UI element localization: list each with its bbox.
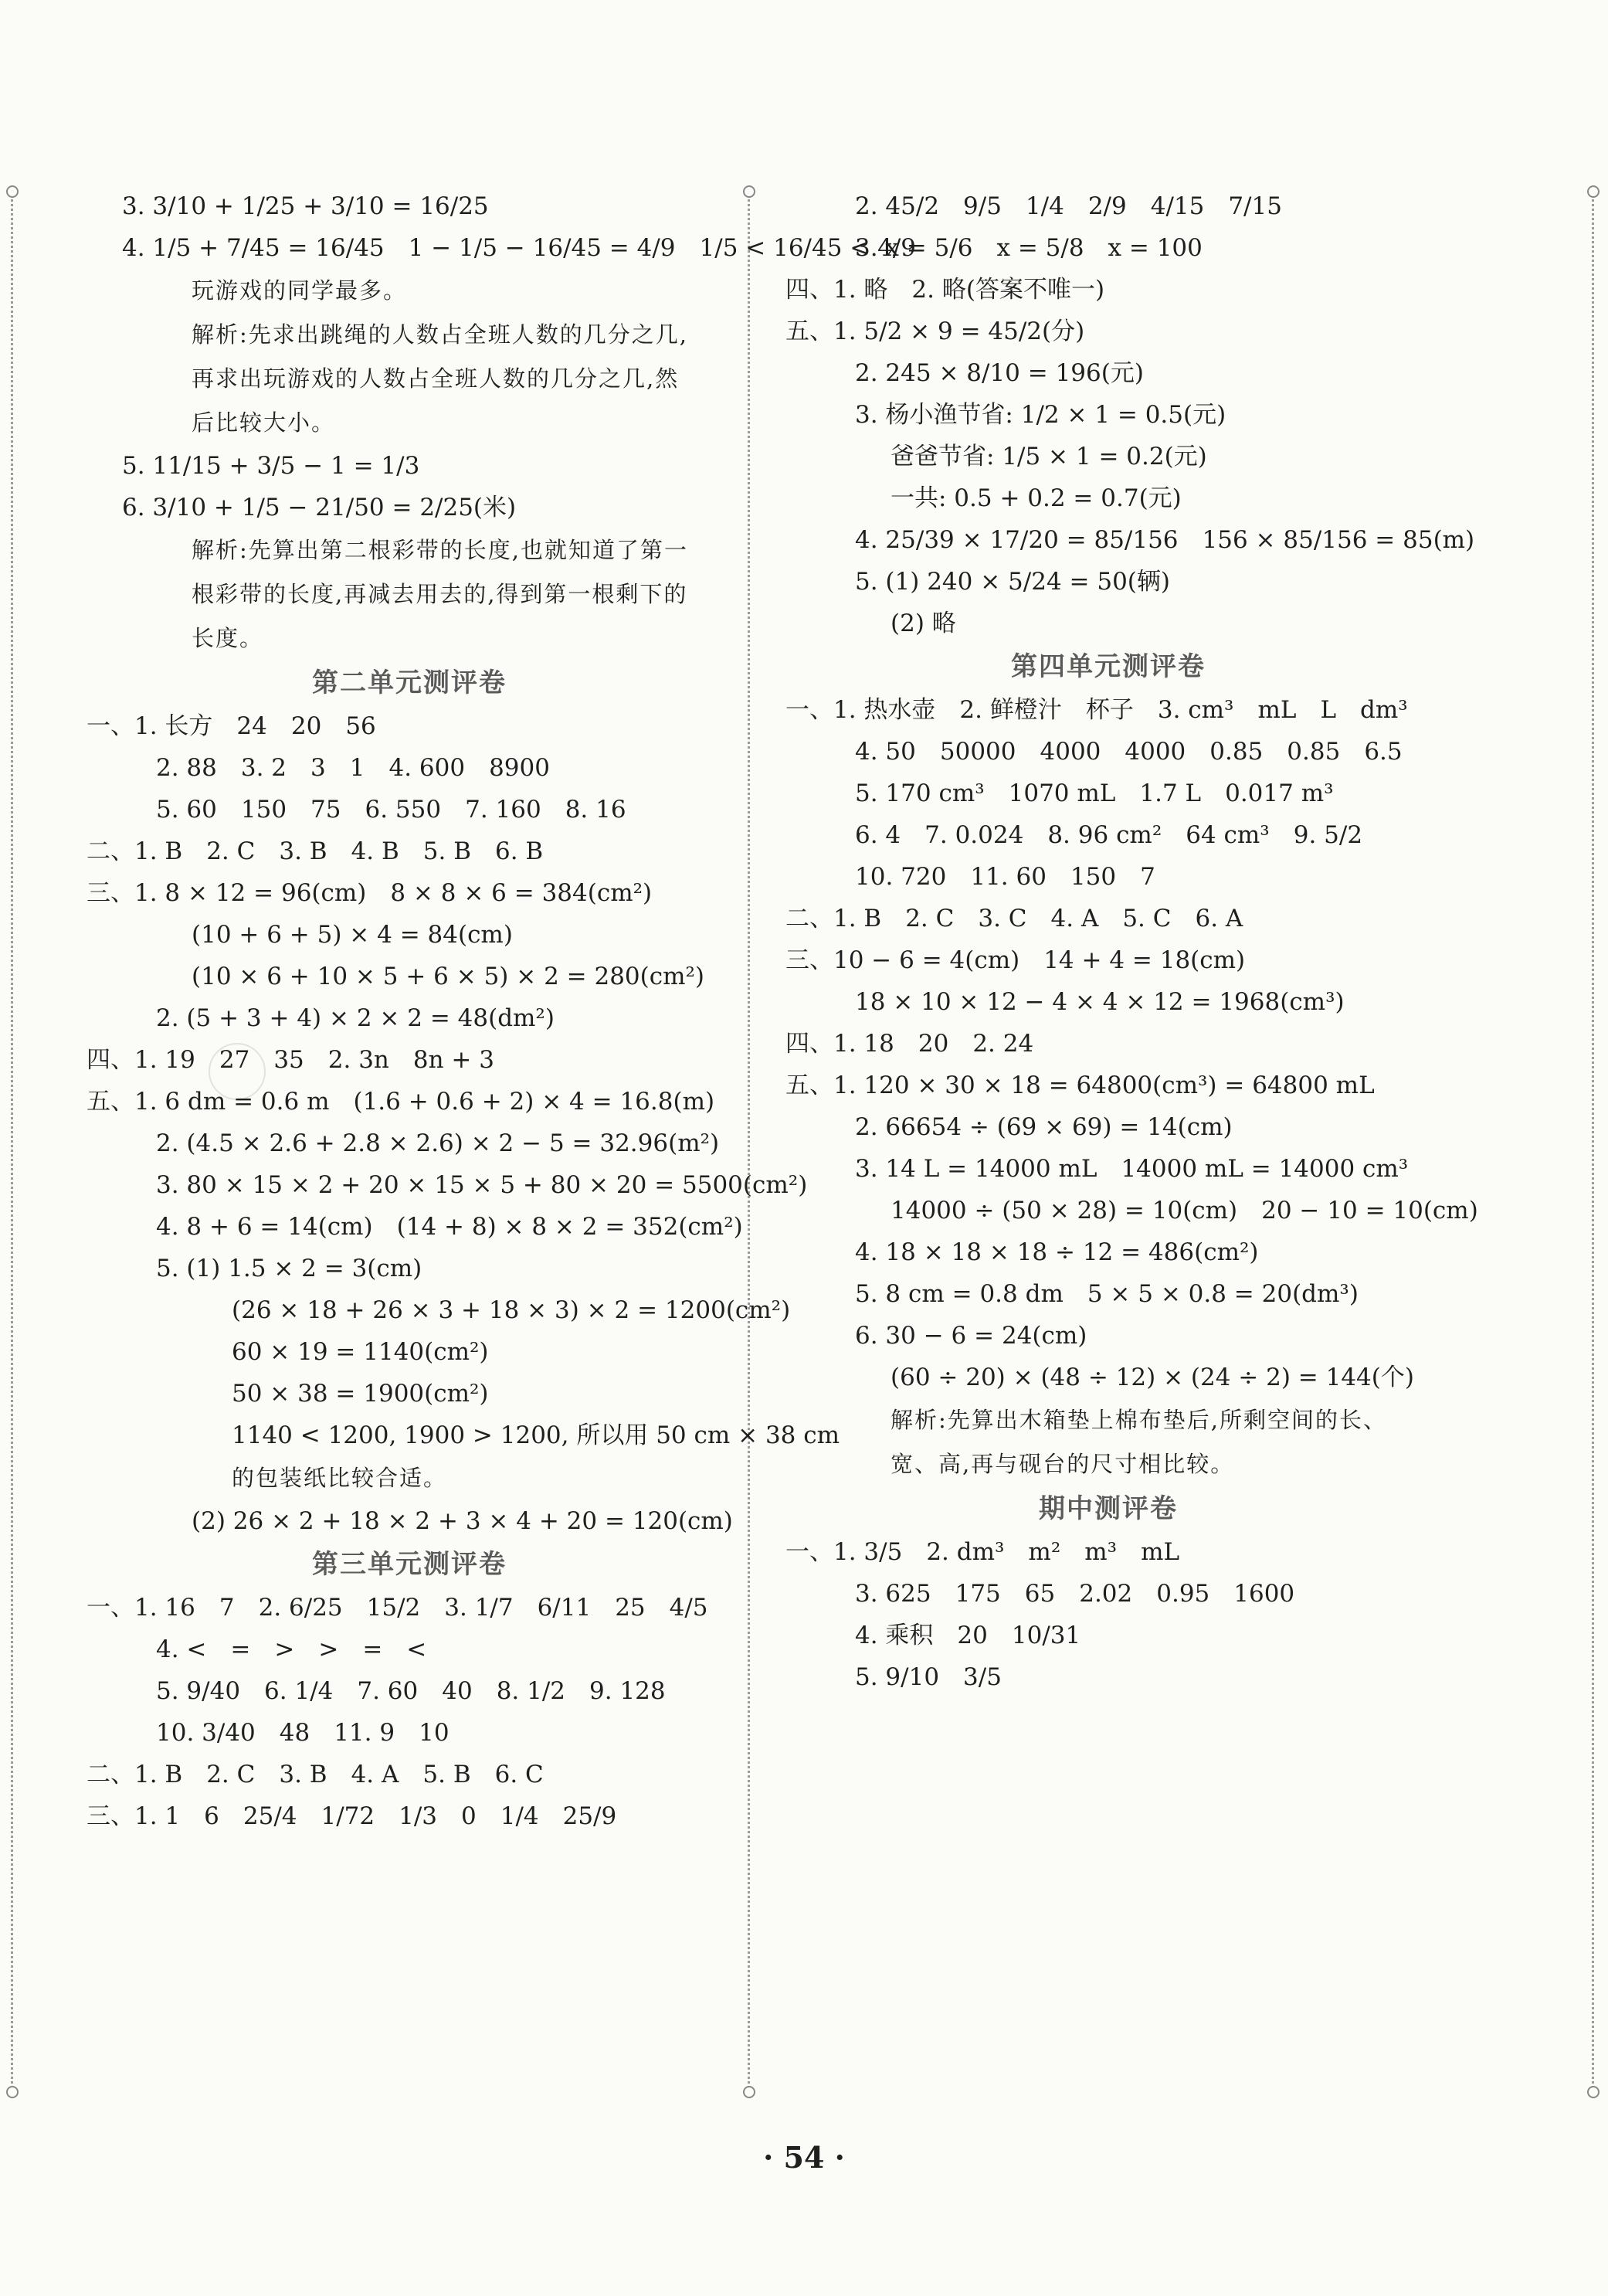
answer-line: 3. 80 × 15 × 2 + 20 × 15 × 5 + 80 × 20 = 5500(cm²) <box>156 1171 808 1199</box>
analysis-text: 再求出玩游戏的人数占全班人数的几分之几,然 <box>192 365 680 392</box>
analysis-text: 解析:先求出跳绳的人数占全班人数的几分之几, <box>192 321 688 348</box>
section-heading-unit-4: 第四单元测评卷 <box>1011 651 1206 682</box>
answer-line: 二、1. B 2. C 3. B 4. A 5. B 6. C <box>87 1761 544 1788</box>
binding-hole-icon <box>6 185 19 198</box>
answer-line: 10. 3/40 48 11. 9 10 <box>156 1719 449 1747</box>
answer-line: 一、1. 16 7 2. 6/25 15/2 3. 1/7 6/11 25 4/5 <box>87 1594 708 1622</box>
answer-line: 一、1. 3/5 2. dm³ m² m³ mL <box>785 1538 1180 1566</box>
answer-line: 三、1. 8 × 12 = 96(cm) 8 × 8 × 6 = 384(cm²) <box>87 879 653 907</box>
answer-line: 2. 45/2 9/5 1/4 2/9 4/15 7/15 <box>855 192 1282 220</box>
answer-line: 4. 8 + 6 = 14(cm) (14 + 8) × 8 × 2 = 352(cm²) <box>156 1213 743 1241</box>
analysis-text: 根彩带的长度,再减去用去的,得到第一根剩下的 <box>192 581 688 607</box>
answer-line: 四、1. 18 20 2. 24 <box>785 1030 1034 1058</box>
answer-line: 50 × 38 = 1900(cm²) <box>232 1380 489 1408</box>
answer-line: 一共: 0.5 + 0.2 = 0.7(元) <box>891 484 1182 512</box>
answer-line: (10 + 6 + 5) × 4 = 84(cm) <box>192 921 513 949</box>
answer-line: 一、1. 热水壶 2. 鲜橙汁 杯子 3. cm³ mL L dm³ <box>785 696 1408 724</box>
binding-hole-icon <box>1587 185 1600 198</box>
binding-hole-icon <box>6 2086 19 2098</box>
section-heading-unit-3: 第三单元测评卷 <box>312 1549 507 1580</box>
analysis-text: 长度。 <box>192 625 264 651</box>
analysis-text: 解析:先算出第二根彩带的长度,也就知道了第一 <box>192 537 688 563</box>
analysis-text: 宽、高,再与砚台的尺寸相比较。 <box>891 1451 1235 1477</box>
right-margin-dotted-rule <box>1592 189 1594 2097</box>
answer-line: 2. (5 + 3 + 4) × 2 × 2 = 48(dm²) <box>156 1004 555 1032</box>
answer-line: 2. 88 3. 2 3 1 4. 600 8900 <box>156 754 550 782</box>
answer-line: 二、1. B 2. C 3. B 4. B 5. B 6. B <box>87 837 544 865</box>
binding-hole-icon <box>1587 2086 1600 2098</box>
analysis-text: 后比较大小。 <box>192 409 336 436</box>
answer-line: 四、1. 19 27 35 2. 3n 8n + 3 <box>87 1046 494 1074</box>
answer-line: 四、1. 略 2. 略(答案不唯一) <box>785 276 1105 304</box>
section-heading-unit-2: 第二单元测评卷 <box>312 667 507 698</box>
answer-line: 5. 11/15 + 3/5 − 1 = 1/3 <box>122 452 420 480</box>
answer-line: 6. 4 7. 0.024 8. 96 cm² 64 cm³ 9. 5/2 <box>855 821 1363 849</box>
answer-text: 玩游戏的同学最多。 <box>192 277 408 304</box>
answer-line: 3. 14 L = 14000 mL 14000 mL = 14000 cm³ <box>855 1155 1409 1183</box>
answer-line: 一、1. 长方 24 20 56 <box>87 712 376 740</box>
answer-line: (2) 26 × 2 + 18 × 2 + 3 × 4 + 20 = 120(cm) <box>192 1507 733 1535</box>
answer-line: 三、1. 1 6 25/4 1/72 1/3 0 1/4 25/9 <box>87 1802 617 1830</box>
answer-line: (10 × 6 + 10 × 5 + 6 × 5) × 2 = 280(cm²) <box>192 963 705 990</box>
answer-line: 三、10 − 6 = 4(cm) 14 + 4 = 18(cm) <box>785 946 1246 974</box>
section-heading-midterm: 期中测评卷 <box>1039 1493 1178 1524</box>
answer-line: 3. 杨小渔节省: 1/2 × 1 = 0.5(元) <box>855 401 1226 429</box>
answer-line: 4. 50 50000 4000 4000 0.85 0.85 6.5 <box>855 738 1403 766</box>
answer-line: 14000 ÷ (50 × 28) = 10(cm) 20 − 10 = 10(cm) <box>891 1197 1478 1224</box>
right-column <box>776 185 1478 1698</box>
answer-line: 6. 30 − 6 = 24(cm) <box>855 1322 1087 1350</box>
answer-line: 4. 乘积 20 10/31 <box>855 1622 1081 1649</box>
answer-line: 5. 8 cm = 0.8 dm 5 × 5 × 0.8 = 20(dm³) <box>855 1280 1359 1308</box>
answer-line: 5. 60 150 75 6. 550 7. 160 8. 16 <box>156 796 626 824</box>
answer-line: 6. 3/10 + 1/5 − 21/50 = 2/25(米) <box>122 494 517 521</box>
binding-hole-icon <box>743 185 755 198</box>
answer-line: 五、1. 5/2 × 9 = 45/2(分) <box>785 318 1085 345</box>
answer-line: 爸爸节省: 1/5 × 1 = 0.2(元) <box>891 443 1207 470</box>
answer-line: 2. 245 × 8/10 = 196(元) <box>855 359 1144 387</box>
analysis-text: 解析:先算出木箱垫上棉布垫后,所剩空间的长、 <box>891 1407 1387 1433</box>
answer-line: 18 × 10 × 12 − 4 × 4 × 12 = 1968(cm³) <box>855 988 1345 1016</box>
left-margin-dotted-rule <box>11 189 13 2097</box>
answer-line: 3. 3/10 + 1/25 + 3/10 = 16/25 <box>122 192 489 220</box>
answer-line: 4. 18 × 18 × 18 ÷ 12 = 486(cm²) <box>855 1238 1259 1266</box>
answer-line: 4. 1/5 + 7/45 = 16/45 1 − 1/5 − 16/45 = 4/9 1/5 < 16/45 < 4/9 <box>122 234 917 262</box>
answer-line: 5. 170 cm³ 1070 mL 1.7 L 0.017 m³ <box>855 779 1334 807</box>
center-dotted-rule <box>748 189 750 2097</box>
answer-line: 4. 25/39 × 17/20 = 85/156 156 × 85/156 = 85(m) <box>855 526 1475 554</box>
answer-line: 五、1. 120 × 30 × 18 = 64800(cm³) = 64800 mL <box>785 1072 1375 1099</box>
answer-line: 3. 625 175 65 2.02 0.95 1600 <box>855 1580 1295 1608</box>
answer-line: 5. 9/10 3/5 <box>855 1663 1002 1691</box>
answer-line: (2) 略 <box>891 610 956 637</box>
answer-line: (26 × 18 + 26 × 3 + 18 × 3) × 2 = 1200(cm²) <box>232 1296 791 1324</box>
answer-line: 10. 720 11. 60 150 7 <box>855 863 1155 891</box>
answer-line: 5. (1) 240 × 5/24 = 50(辆) <box>855 568 1170 596</box>
answer-text: 的包装纸比较合适。 <box>232 1465 448 1491</box>
answer-line: 4. < = > > = < <box>156 1635 427 1663</box>
answer-line: 5. 9/40 6. 1/4 7. 60 40 8. 1/2 9. 128 <box>156 1677 666 1705</box>
answer-line: 3. x = 5/6 x = 5/8 x = 100 <box>855 234 1203 262</box>
answer-line: 二、1. B 2. C 3. C 4. A 5. C 6. A <box>785 905 1243 932</box>
page-number: · 54 · <box>763 2140 845 2175</box>
binding-hole-icon <box>743 2086 755 2098</box>
answer-line: 2. 66654 ÷ (69 × 69) = 14(cm) <box>855 1113 1233 1141</box>
answer-line: 1140 < 1200, 1900 > 1200, 所以用 50 cm × 38 cm <box>232 1421 840 1449</box>
answer-line: 60 × 19 = 1140(cm²) <box>232 1338 489 1366</box>
answer-line: 2. (4.5 × 2.6 + 2.8 × 2.6) × 2 − 5 = 32.96(m²) <box>156 1129 720 1157</box>
answer-line: 5. (1) 1.5 × 2 = 3(cm) <box>156 1255 422 1282</box>
answer-line: (60 ÷ 20) × (48 ÷ 12) × (24 ÷ 2) = 144(个) <box>891 1364 1414 1391</box>
answer-line: 五、1. 6 dm = 0.6 m (1.6 + 0.6 + 2) × 4 = 16.8(m) <box>87 1088 715 1116</box>
